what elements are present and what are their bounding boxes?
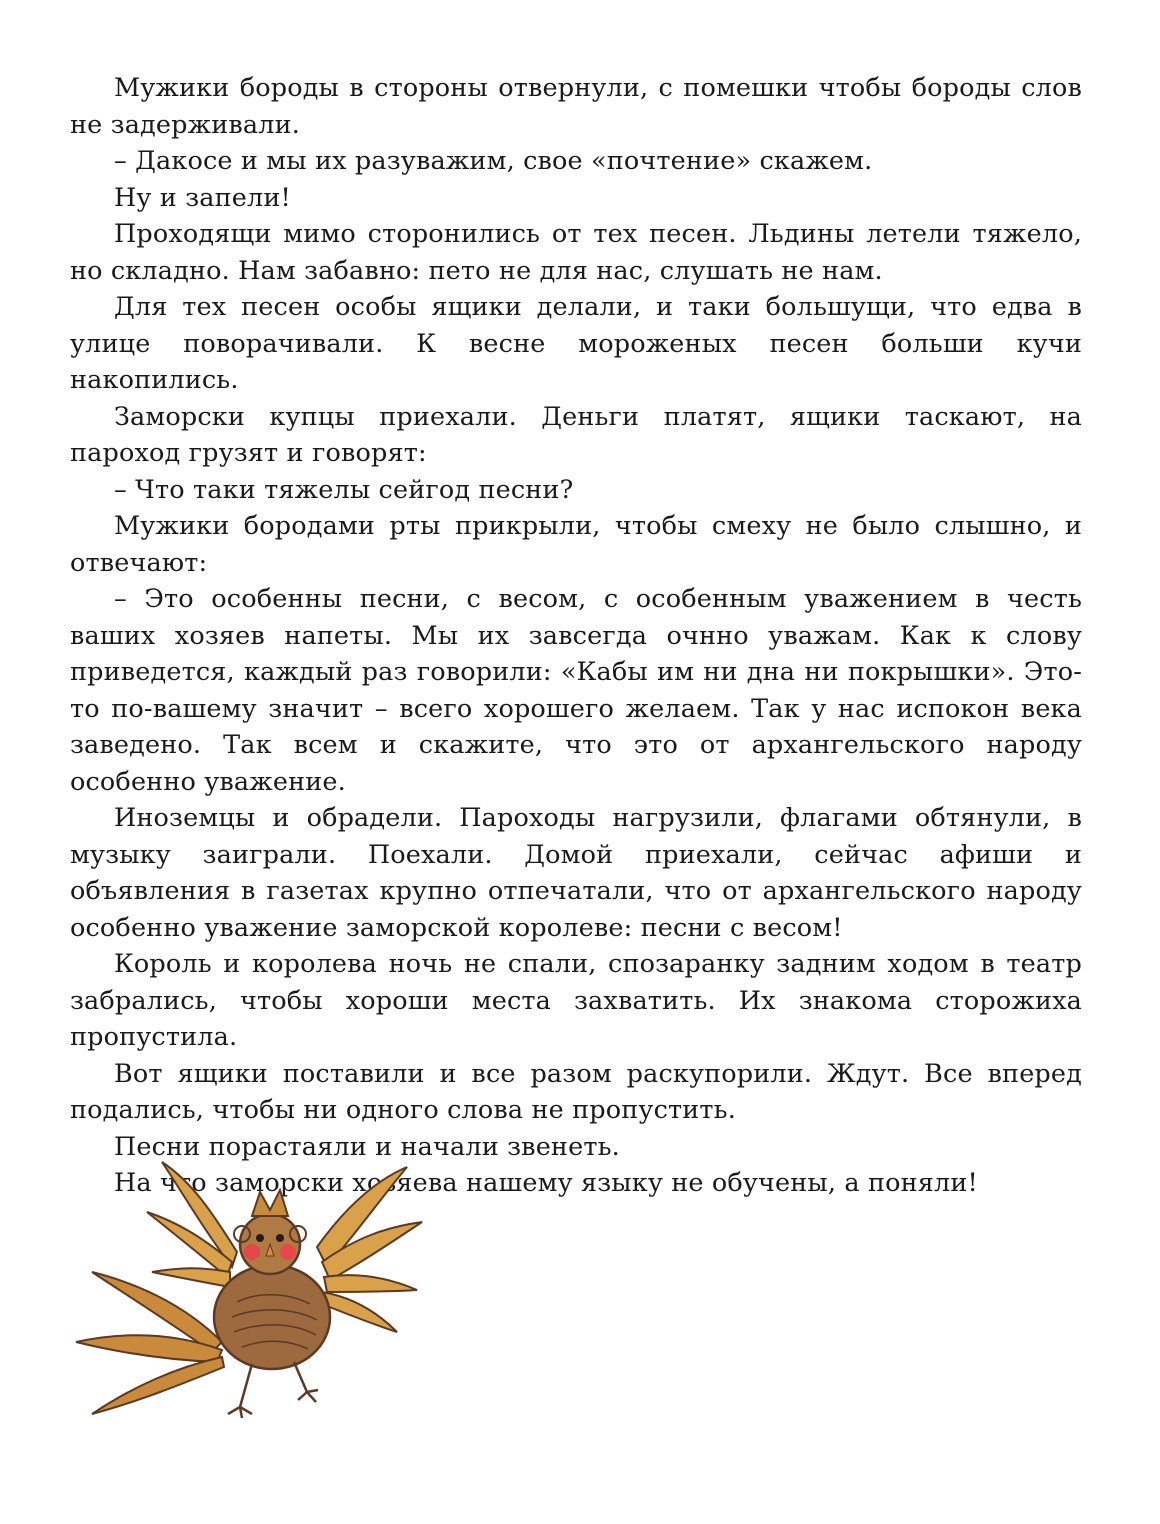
story-text [70, 70, 1082, 1202]
paragraph: Мужики бороды в стороны отвернули, с помешки чтобы бороды слов не задерживали. [70, 73, 1082, 140]
folk-bird-illustration [72, 1152, 428, 1432]
paragraph: Король и королева ночь не спали, спозаранку задним ходом в театр забрались, чтобы хороши места захватить. Их знакома сторожиха пропустила. [70, 949, 1082, 1052]
paragraph: – Это особенны песни, с весом, с особенным уважением в честь ваших хозяев напеты. Мы их завсегда очнно уважам. Как к слову приведется, каждый раз говорили: «Кабы им ни дна ни покрышки». Это-то по-вашему значит – всего хорошего желаем. Так у нас испокон века заведено. Так всем и скажите, что это от архангельского народу особенно уважение. [70, 584, 1082, 797]
paragraph: Ну и запели! [114, 182, 291, 213]
paragraph: – Дакосе и мы их разуважим, свое «почтение» скажем. [114, 146, 873, 176]
left-wing [147, 1162, 237, 1287]
bird-icon [72, 1152, 428, 1432]
right-cheek [280, 1244, 296, 1260]
bird-body [214, 1265, 330, 1369]
paragraph: Проходящи мимо сторонились от тех песен. Льдины летели тяжело, но складно. Нам забавно: пето не для нас, слушать не нам. [70, 219, 1082, 286]
paragraph: Иноземцы и обрадели. Пароходы нагрузили, флагами обтянули, в музыку заиграли. Поехали. Домой приехали, сейчас афиши и объявления в газетах крупно отпечатали, что от архангельского народу особенно уважение заморской королеве: песни с весом! [70, 803, 1082, 943]
paragraph: – Что таки тяжелы сейгод песни? [114, 474, 574, 505]
bird-legs [228, 1362, 318, 1418]
left-cheek [244, 1244, 260, 1260]
tail-feathers [76, 1272, 224, 1414]
paragraph: Для тех песен особы ящики делали, и таки большущи, что едва в улице поворачивали. К весне мороженых песен больши кучи накопились. [70, 292, 1082, 395]
paragraph: Мужики бородами рты прикрыли, чтобы смеху не было слышно, и отвечают: [70, 511, 1082, 578]
paragraph: На что заморски хозяева нашему языку не обучены, а поняли! [114, 1168, 978, 1198]
bird-crest [252, 1190, 288, 1216]
paragraph: Заморски купцы приехали. Деньги платят, ящики таскают, на пароход грузят и говорят: [70, 401, 1082, 468]
paragraph: Вот ящики поставили и все разом раскупорили. Ждут. Все вперед подались, чтобы ни одного слова не пропустить. [70, 1058, 1082, 1125]
paragraph: Песни порастаяли и начали звенеть. [114, 1131, 620, 1162]
right-wing [317, 1167, 422, 1332]
